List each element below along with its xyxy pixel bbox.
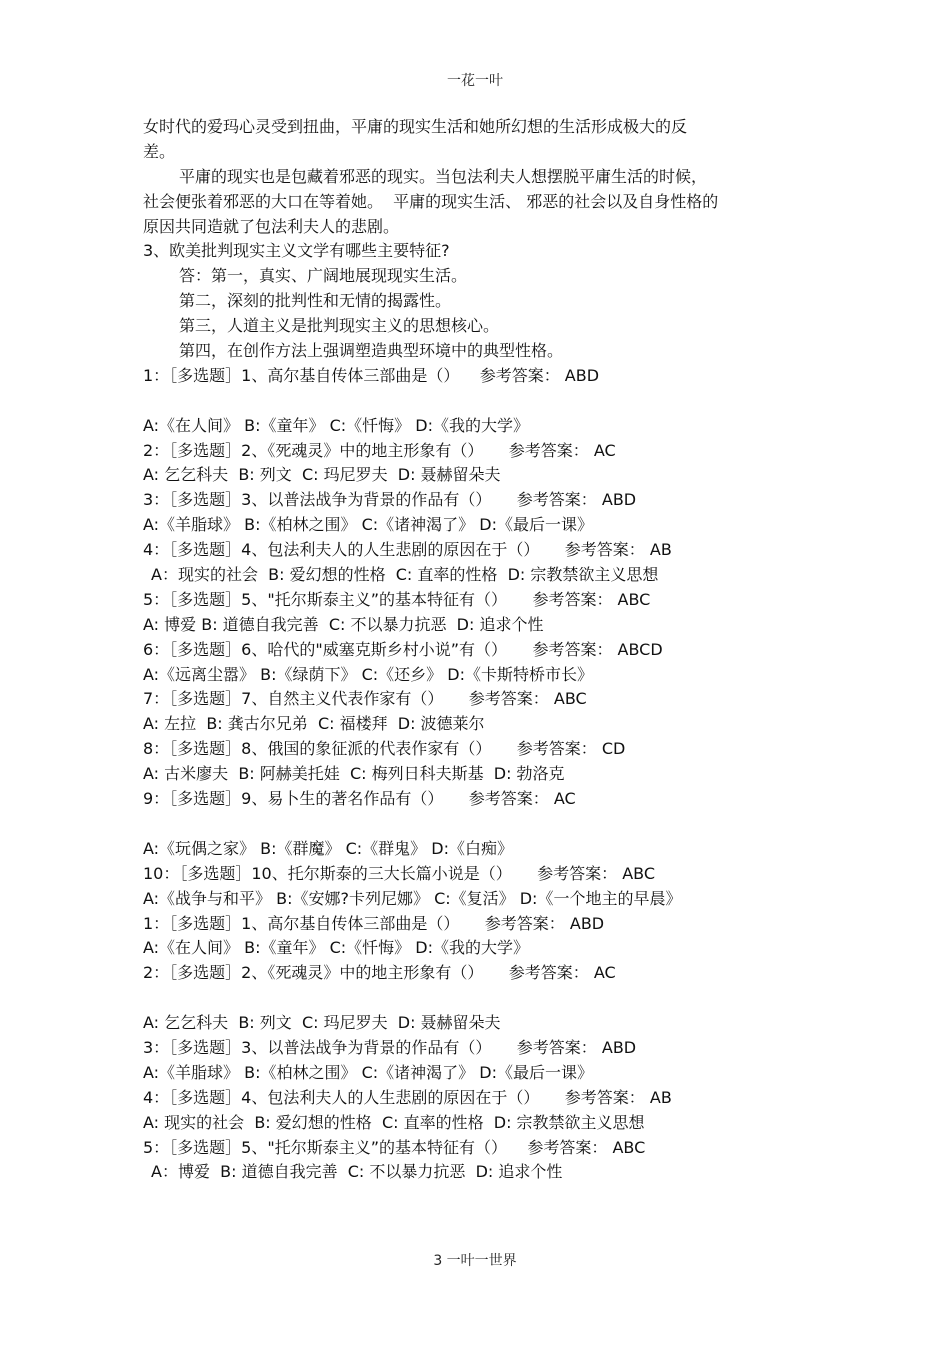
text-line: A:《玩偶之家》 B:《群魔》 C:《群鬼》 D:《白痴》: [143, 838, 513, 858]
text-line: A:《羊脂球》 B:《柏林之围》 C:《诸神渴了》 D:《最后一课》: [143, 1062, 593, 1082]
text-line: 5：［多选题］5、"托尔斯泰主义”的基本特征有（） 参考答案： ABC: [143, 1137, 646, 1157]
text-line: 第三，人道主义是批判现实主义的思想核心。: [179, 316, 500, 336]
text-line: 1：［多选题］1、高尔基自传体三部曲是（） 参考答案： ABD: [143, 913, 605, 933]
text-line: A:《远离尘嚣》 B:《绿荫下》 C:《还乡》 D:《卡斯特桥市长》: [143, 664, 593, 684]
text-line: 6：［多选题］6、哈代的"威塞克斯乡村小说”有（） 参考答案： ABCD: [143, 639, 663, 659]
text-line: 8：［多选题］8、俄国的象征派的代表作家有（） 参考答案： CD: [143, 739, 626, 759]
text-line: 第四，在创作方法上强调塑造典型环境中的典型性格。: [179, 341, 564, 361]
text-line: 4：［多选题］4、包法利夫人的人生悲剧的原因在于（） 参考答案： AB: [143, 1087, 672, 1107]
text-line: 9：［多选题］9、易卜生的著名作品有（） 参考答案： AC: [143, 789, 576, 809]
text-line: 女时代的爱玛心灵受到扭曲，平庸的现实生活和她所幻想的生活形成极大的反: [143, 117, 688, 136]
text-line: A: 乞乞科夫 B: 列文 C: 玛尼罗夫 D: 聂赫留朵夫: [143, 465, 501, 485]
page-footer: 3 一叶一世界: [433, 1253, 517, 1269]
blank-line: [143, 812, 803, 837]
text-line: 原因共同造就了包法利夫人的悲剧。: [143, 216, 400, 236]
text-line: 平庸的现实也是包藏着邪恶的现实。当包法利夫人想摆脱平庸生活的时候，: [179, 166, 708, 186]
text-line: A: 现实的社会 B: 爱幻想的性格 C: 直率的性格 D: 宗教禁欲主义思想: [143, 1112, 645, 1132]
text-line: 3、欧美批判现实主义文学有哪些主要特征?: [143, 241, 450, 261]
text-line: 答：第一，真实、广阔地展现现实生活。: [179, 266, 468, 286]
text-line: A: 左拉 B: 龚古尔兄弟 C: 福楼拜 D: 波德莱尔: [143, 714, 485, 734]
text-line: 1：［多选题］1、高尔基自传体三部曲是（） 参考答案： ABD: [143, 365, 600, 385]
document-body: [143, 115, 803, 1185]
page-header: 一花一叶: [447, 73, 503, 89]
text-line: 3：［多选题］3、以普法战争为背景的作品有（） 参考答案： ABD: [143, 490, 637, 510]
text-line: 2：［多选题］2、《死魂灵》中的地主形象有（） 参考答案： AC: [143, 963, 616, 983]
text-line: 3：［多选题］3、以普法战争为背景的作品有（） 参考答案： ABD: [143, 1037, 637, 1057]
text-line: A:《羊脂球》 B:《柏林之围》 C:《诸神渴了》 D:《最后一课》: [143, 515, 593, 535]
text-line: A:《战争与和平》 B:《安娜?卡列尼娜》 C:《复活》 D:《一个地主的早晨》: [143, 888, 682, 908]
text-line: 差。: [143, 141, 176, 161]
text-line: A：博爱 B: 道德自我完善 C: 不以暴力抗恶 D: 追求个性: [151, 1162, 563, 1182]
text-line: A:《在人间》 B:《童年》 C:《忏悔》 D:《我的大学》: [143, 938, 529, 958]
text-line: 5：［多选题］5、"托尔斯泰主义”的基本特征有（） 参考答案： ABC: [143, 589, 651, 609]
text-line: 社会便张着邪恶的大口在等着她。 平庸的现实生活、 邪恶的社会以及自身性格的: [143, 191, 719, 211]
text-line: 第二，深刻的批判性和无情的揭露性。: [179, 291, 452, 311]
text-line: A: 乞乞科夫 B: 列文 C: 玛尼罗夫 D: 聂赫留朵夫: [143, 1013, 501, 1033]
text-line: 7：［多选题］7、自然主义代表作家有（） 参考答案： ABC: [143, 689, 587, 709]
text-line: A: 古米廖夫 B: 阿赫美托娃 C: 梅列日科夫斯基 D: 勃洛克: [143, 764, 565, 784]
blank-line: [143, 986, 803, 1011]
text-line: 2：［多选题］2、《死魂灵》中的地主形象有（） 参考答案： AC: [143, 440, 616, 460]
text-line: A：现实的社会 B: 爱幻想的性格 C: 直率的性格 D: 宗教禁欲主义思想: [151, 565, 659, 585]
text-line: A:《在人间》 B:《童年》 C:《忏悔》 D:《我的大学》: [143, 415, 529, 435]
text-line: 4：［多选题］4、包法利夫人的人生悲剧的原因在于（） 参考答案： AB: [143, 540, 672, 560]
text-line: A: 博爱 B: 道德自我完善 C: 不以暴力抗恶 D: 追求个性: [143, 614, 544, 634]
blank-line: [143, 389, 803, 414]
text-line: 10：［多选题］10、托尔斯泰的三大长篇小说是（） 参考答案： ABC: [143, 863, 656, 883]
